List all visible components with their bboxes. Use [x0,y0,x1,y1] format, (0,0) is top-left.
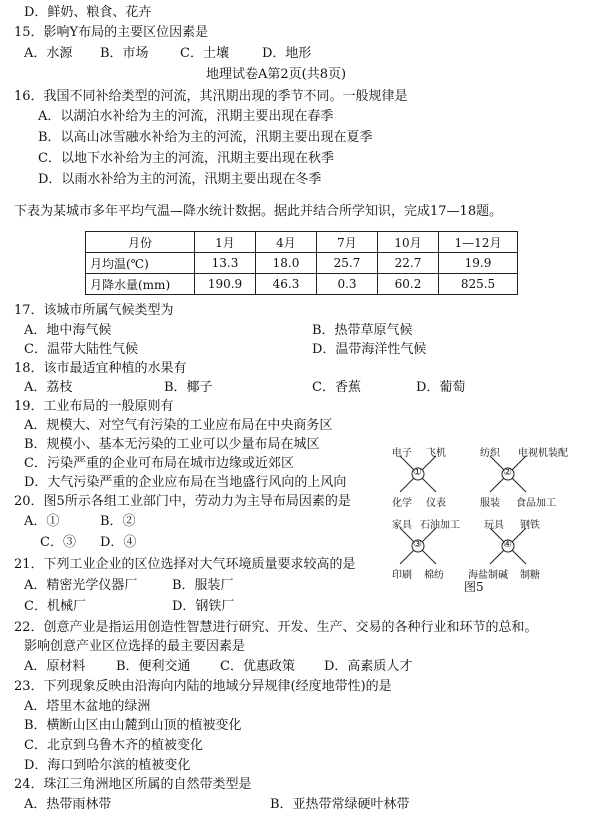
option: A．① [24,514,60,529]
option: B．便利交通 [116,659,191,674]
table-header-cell: 4月 [256,232,317,253]
group-number: ④ [503,539,512,550]
option: A．水源 [24,46,73,61]
table-header-cell: 月份 [86,232,195,253]
table-cell: 18.0 [256,253,317,274]
option: D．葡萄 [416,380,466,395]
industry-label: 电子 [392,448,412,459]
option: D．④ [100,535,137,550]
group-number: ③ [413,539,422,550]
q24-stem: 24．珠江三角洲地区所属的自然带类型是 [14,777,252,792]
option: D．钢铁厂 [172,599,235,614]
option: A．原材料 [24,659,86,674]
figure-caption: 图5 [464,580,484,594]
q23-option-c: C．北京到乌鲁木齐的植被变化 [24,738,203,753]
industry-label: 石油加工 [420,520,460,531]
table-cell: 825.5 [439,274,518,295]
group-number: ② [503,467,512,478]
table-row-label: 月均温(℃) [86,253,195,274]
q17-option-a: A．地中海气候 [24,323,112,338]
table-cell: 25.7 [317,253,378,274]
option: B．服装厂 [172,578,234,593]
q19-option-d: D．大气污染严重的企业应布局在当地盛行风向的上风向 [24,475,347,490]
q16-stem: 16．我国不同补给类型的河流，其汛期出现的季节不同。一般规律是 [14,89,408,104]
option: B．② [100,514,136,529]
q21-stem: 21．下列工业企业的区位选择对大气环境质量要求较高的是 [14,557,356,572]
group-number: ① [413,467,422,478]
option: B．椰子 [164,380,213,395]
industry-label: 服装 [480,498,500,509]
table-cell: 46.3 [256,274,317,295]
option: C．机械厂 [24,599,86,614]
q17-option-b: B．热带草原气候 [312,323,413,338]
table-header-cell: 1月 [195,232,256,253]
option: A．荔枝 [24,380,73,395]
table-header-cell: 7月 [317,232,378,253]
table-row-precip [86,274,518,295]
table-cell: 190.9 [195,274,256,295]
q23-option-b: B．横断山区由山麓到山顶的植被变化 [24,718,242,733]
option: B．市场 [100,46,149,61]
q23-option-d: D．海口到哈尔滨的植被变化 [24,758,191,773]
q17-option-c: C．温带大陆性气候 [24,342,138,357]
table-cell: 19.9 [439,253,518,274]
q17-option-d: D．温带海洋性气候 [312,342,427,357]
industry-label: 家具 [392,520,412,531]
table-header-row [86,232,518,253]
q16-option-c: C．以地下水补给为主的河流，汛期主要出现在秋季 [38,151,334,166]
table-cell: 60.2 [378,274,439,295]
table-header-cell: 10月 [378,232,439,253]
q24-option-a: A．热带雨林带 [24,797,112,812]
option: C．③ [40,535,76,550]
q23-option-a: A．塔里木盆地的绿洲 [24,699,151,714]
q17-stem: 17．该城市所属气候类型为 [14,303,174,318]
q20-options-ab [24,513,136,531]
industry-label: 飞机 [426,448,446,459]
industry-label: 玩具 [484,520,504,531]
q18-options [24,379,465,397]
q24-option-b: B．亚热带常绿硬叶林带 [270,797,410,812]
table-cell: 13.3 [195,253,256,274]
q20-options-cd [40,534,136,552]
q18-stem: 18．该市最适宜种植的水果有 [14,361,187,376]
industry-label: 棉纺 [424,570,444,581]
industry-label: 纺织 [480,448,500,459]
q22-stem-2: 影响创意产业区位选择的最主要因素是 [24,639,246,654]
table-cell: 0.3 [317,274,378,295]
q21-options-ab [24,577,234,595]
q16-option-d: D．以雨水补给为主的河流，汛期主要出现在冬季 [38,172,322,187]
q22-options [24,658,412,676]
industry-label: 海盐制碱 [468,570,508,581]
table-row-label: 月降水量(mm) [86,274,195,295]
q21-options-cd [24,598,234,616]
option: C．土壤 [180,46,229,61]
q15-options [24,45,311,63]
q16-option-a: A．以湖泊水补给为主的河流，汛期主要出现在春季 [38,109,334,124]
industry-label: 化学 [392,498,412,509]
table-header-cell: 1—12月 [439,232,518,253]
q14-option-d: D．鲜奶、粮食、花卉 [24,5,152,20]
industry-label: 制糖 [520,570,540,581]
table-cell: 22.7 [378,253,439,274]
option: C．优惠政策 [220,659,295,674]
q23-stem: 23．下列现象反映由沿海向内陆的地域分异规律(经度地带性)的是 [14,679,392,694]
figure-5 [388,442,588,592]
climate-table [85,231,518,295]
q19-option-c: C．污染严重的企业可布局在城市边缘或近郊区 [24,456,294,471]
q19-stem: 19．工业布局的一般原则有 [14,399,174,414]
q20-stem: 20．图5所示各组工业部门中，劳动力为主导布局因素的是 [14,494,351,509]
industry-label: 食品加工 [516,498,556,509]
page-footer: 地理试卷A第2页(共8页) [206,67,347,82]
q22-stem: 22．创意产业是指运用创造性智慧进行研究、开发、生产、交易的各种行业和环节的总和。 [14,620,538,635]
q17-18-intro: 下表为某城市多年平均气温—降水统计数据。据此并结合所学知识，完成17—18题。 [14,204,503,219]
q15-stem: 15．影响Y布局的主要区位因素是 [14,25,209,40]
option: A．精密光学仪器厂 [24,578,138,593]
q19-option-a: A．规模大、对空气有污染的工业应布局在中央商务区 [24,418,333,433]
q16-option-b: B．以高山冰雪融水补给为主的河流，汛期主要出现在夏季 [38,130,373,145]
option: C．香蕉 [312,380,361,395]
industry-label: 电视机装配 [518,448,568,459]
table-row-temp [86,253,518,274]
option: D．高素质人才 [324,659,413,674]
q19-option-b: B．规模小、基本无污染的工业可以少量布局在城区 [24,437,320,452]
industry-label: 仪表 [426,498,446,509]
industry-label: 印刷 [392,570,412,581]
option: D．地形 [262,46,312,61]
industry-label: 钢铁 [520,520,540,531]
